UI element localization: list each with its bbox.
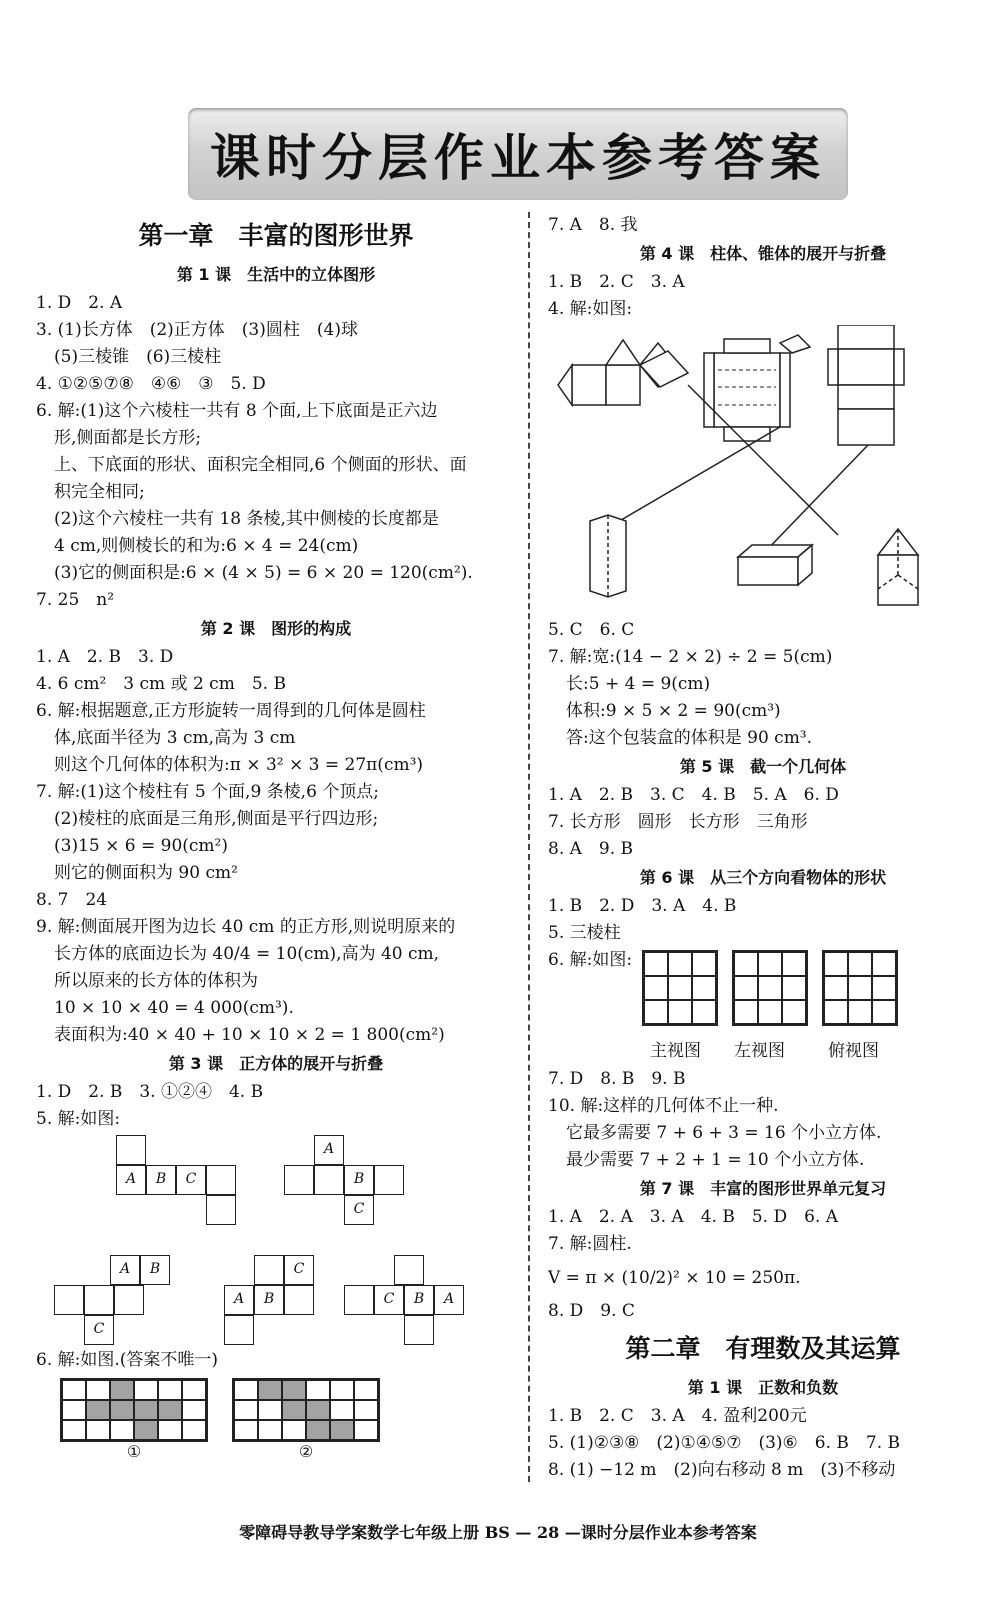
lesson-1-title: 第 1 课 生活中的立体图形 bbox=[176, 265, 376, 284]
solid-matching-figure bbox=[548, 325, 978, 615]
matching-diagram bbox=[548, 325, 968, 615]
net-letter: A bbox=[224, 1285, 254, 1315]
answer-line: 1. B 2. C 3. A bbox=[548, 272, 685, 292]
grid-label: ② bbox=[298, 1442, 314, 1461]
answer-line: 4. 解:如图: bbox=[548, 299, 633, 319]
answer-line: 7. 解:(1)这个棱柱有 5 个面,9 条棱,6 个顶点; bbox=[36, 782, 380, 802]
answer-line: 8. (1) −12 m (2)向右移动 8 m (3)不移动 bbox=[548, 1460, 896, 1480]
answer-line: 8. 7 24 bbox=[36, 890, 108, 910]
answer-line: (2)棱柱的底面是三角形,侧面是平行四边形; bbox=[54, 809, 379, 829]
page-title: 课时分层作业本参考答案 bbox=[210, 129, 826, 187]
column-divider bbox=[528, 212, 530, 1482]
view-labels bbox=[548, 1036, 978, 1064]
answer-line: (5)三棱锥 (6)三棱柱 bbox=[54, 347, 222, 367]
answer-line: 10. 解:这样的几何体不止一种. bbox=[548, 1096, 779, 1116]
net-letter: A bbox=[314, 1135, 344, 1165]
answer-line: 则这个几何体的体积为:π × 3² × 3 = 27π(cm³) bbox=[54, 755, 424, 775]
answer-line: 它最多需要 7 + 6 + 3 = 16 个小立方体. bbox=[566, 1123, 882, 1143]
answer-line: 6. 解:根据题意,正方形旋转一周得到的几何体是圆柱 bbox=[36, 701, 426, 721]
lesson-7-title: 第 7 课 丰富的图形世界单元复习 bbox=[639, 1179, 887, 1198]
net-letter: C bbox=[344, 1195, 374, 1225]
net-letter: C bbox=[84, 1315, 114, 1345]
grid-label: ① bbox=[126, 1442, 142, 1461]
net-letter: C bbox=[176, 1165, 206, 1195]
answer-line: 5. 三棱柱 bbox=[548, 923, 621, 943]
answer-line: 1. A 2. A 3. A 4. B 5. D 6. A bbox=[548, 1207, 838, 1227]
three-views-figure bbox=[548, 950, 978, 1034]
answer-line: 9. 解:侧面展开图为边长 40 cm 的正方形,则说明原来的 bbox=[36, 917, 456, 937]
answer-line: 表面积为:40 × 40 + 10 × 10 × 2 = 1 800(cm²) bbox=[54, 1025, 445, 1045]
answer-line: 1. A 2. B 3. C 4. B 5. A 6. D bbox=[548, 785, 839, 805]
answer-line: 形,侧面都是长方形; bbox=[54, 428, 202, 448]
top-view-grid bbox=[822, 950, 898, 1026]
right-column bbox=[548, 212, 978, 1484]
answer-line: 7. 长方形 圆形 长方形 三角形 bbox=[548, 812, 808, 832]
net-letter: A bbox=[110, 1255, 140, 1285]
net-letter: C bbox=[374, 1285, 404, 1315]
title-banner bbox=[188, 108, 848, 200]
answer-line: 1. B 2. C 3. A 4. 盈利200元 bbox=[548, 1406, 807, 1426]
shaded-grids-figure bbox=[36, 1376, 516, 1466]
view-label: 主视图 bbox=[650, 1041, 701, 1061]
answer-line: 7. 25 n² bbox=[36, 590, 115, 610]
answer-line: (3)15 × 6 = 90(cm²) bbox=[54, 836, 228, 856]
answer-line: 7. D 8. B 9. B bbox=[548, 1069, 686, 1089]
page-footer: 零障碍导教导学案数学七年级上册 BS — 28 —课时分层作业本参考答案 bbox=[239, 1523, 757, 1542]
answer-line: 1. D 2. A bbox=[36, 293, 123, 313]
chapter-1-title: 第一章 丰富的图形世界 bbox=[138, 221, 414, 250]
answer-line: 3. (1)长方体 (2)正方体 (3)圆柱 (4)球 bbox=[36, 320, 358, 340]
answer-line: 所以原来的长方体的体积为 bbox=[54, 971, 258, 991]
answer-line: 上、下底面的形状、面积完全相同,6 个侧面的形状、面 bbox=[54, 455, 467, 475]
left-column bbox=[36, 212, 516, 1468]
shaded-grid-1 bbox=[60, 1378, 208, 1442]
answer-line: 长方体的底面边长为 40/4 = 10(cm),高为 40 cm, bbox=[54, 944, 440, 964]
answer-line: 最少需要 7 + 2 + 1 = 10 个小立方体. bbox=[566, 1150, 865, 1170]
net-letter: C bbox=[284, 1255, 314, 1285]
answer-line: 4 cm,则侧棱长的和为:6 × 4 = 24(cm) bbox=[54, 536, 359, 556]
answer-line: (3)它的侧面积是:6 × (4 × 5) = 6 × 20 = 120(cm²). bbox=[54, 563, 473, 583]
answer-line: 7. A 8. 我 bbox=[548, 215, 638, 235]
answer-line: 4. ①②⑤⑦⑧ ④⑥ ③ 5. D bbox=[36, 374, 266, 394]
chapter-2-title: 第二章 有理数及其运算 bbox=[625, 1334, 901, 1363]
answer-line: 10 × 10 × 40 = 4 000(cm³). bbox=[54, 998, 294, 1018]
answer-line: 1. D 2. B 3. ①②④ 4. B bbox=[36, 1082, 264, 1102]
lesson-4-title: 第 4 课 柱体、锥体的展开与折叠 bbox=[639, 244, 887, 263]
cube-nets-figure bbox=[36, 1135, 516, 1345]
answer-line: 积完全相同; bbox=[54, 482, 145, 502]
lesson-5-title: 第 5 课 截一个几何体 bbox=[679, 757, 847, 776]
answer-line: 答:这个包装盒的体积是 90 cm³. bbox=[566, 728, 813, 748]
chapter-2-lesson-1-title: 第 1 课 正数和负数 bbox=[687, 1378, 839, 1397]
net-letter: B bbox=[146, 1165, 176, 1195]
net-letter: B bbox=[404, 1285, 434, 1315]
answer-line: V = π × (10/2)² × 10 = 250π. bbox=[548, 1268, 801, 1288]
answer-line: 体,底面半径为 3 cm,高为 3 cm bbox=[54, 728, 296, 748]
answer-line: 则它的侧面积为 90 cm² bbox=[54, 863, 238, 883]
answer-line: 8. D 9. C bbox=[548, 1301, 635, 1321]
net-letter: A bbox=[116, 1165, 146, 1195]
left-view-grid bbox=[732, 950, 808, 1026]
answer-line: 7. 解:宽:(14 − 2 × 2) ÷ 2 = 5(cm) bbox=[548, 647, 833, 667]
answer-line: 长:5 + 4 = 9(cm) bbox=[566, 674, 711, 694]
view-label: 左视图 bbox=[734, 1041, 785, 1061]
net-letter: B bbox=[140, 1255, 170, 1285]
answer-line: 6. 解:如图: bbox=[548, 950, 633, 970]
answer-line: 4. 6 cm² 3 cm 或 2 cm 5. B bbox=[36, 674, 286, 694]
answer-line: 5. 解:如图: bbox=[36, 1109, 121, 1129]
view-label: 俯视图 bbox=[828, 1041, 879, 1061]
shaded-grid-2 bbox=[232, 1378, 380, 1442]
answer-line: 8. A 9. B bbox=[548, 839, 634, 859]
front-view-grid bbox=[642, 950, 718, 1026]
answer-line: 体积:9 × 5 × 2 = 90(cm³) bbox=[566, 701, 781, 721]
answer-line: 7. 解:圆柱. bbox=[548, 1234, 632, 1254]
answer-line: 6. 解:(1)这个六棱柱一共有 8 个面,上下底面是正六边 bbox=[36, 401, 438, 421]
answer-line: 1. B 2. D 3. A 4. B bbox=[548, 896, 737, 916]
net-letter: B bbox=[254, 1285, 284, 1315]
answer-line: 1. A 2. B 3. D bbox=[36, 647, 174, 667]
lesson-6-title: 第 6 课 从三个方向看物体的形状 bbox=[639, 868, 887, 887]
net-letter: B bbox=[344, 1165, 374, 1195]
lesson-3-title: 第 3 课 正方体的展开与折叠 bbox=[168, 1054, 384, 1073]
lesson-2-title: 第 2 课 图形的构成 bbox=[200, 619, 352, 638]
answer-line: 5. (1)②③⑧ (2)①④⑤⑦ (3)⑥ 6. B 7. B bbox=[548, 1433, 901, 1453]
answer-line: (2)这个六棱柱一共有 18 条棱,其中侧棱的长度都是 bbox=[54, 509, 439, 529]
net-letter: A bbox=[434, 1285, 464, 1315]
answer-line: 6. 解:如图.(答案不唯一) bbox=[36, 1350, 219, 1370]
answer-line: 5. C 6. C bbox=[548, 620, 635, 640]
